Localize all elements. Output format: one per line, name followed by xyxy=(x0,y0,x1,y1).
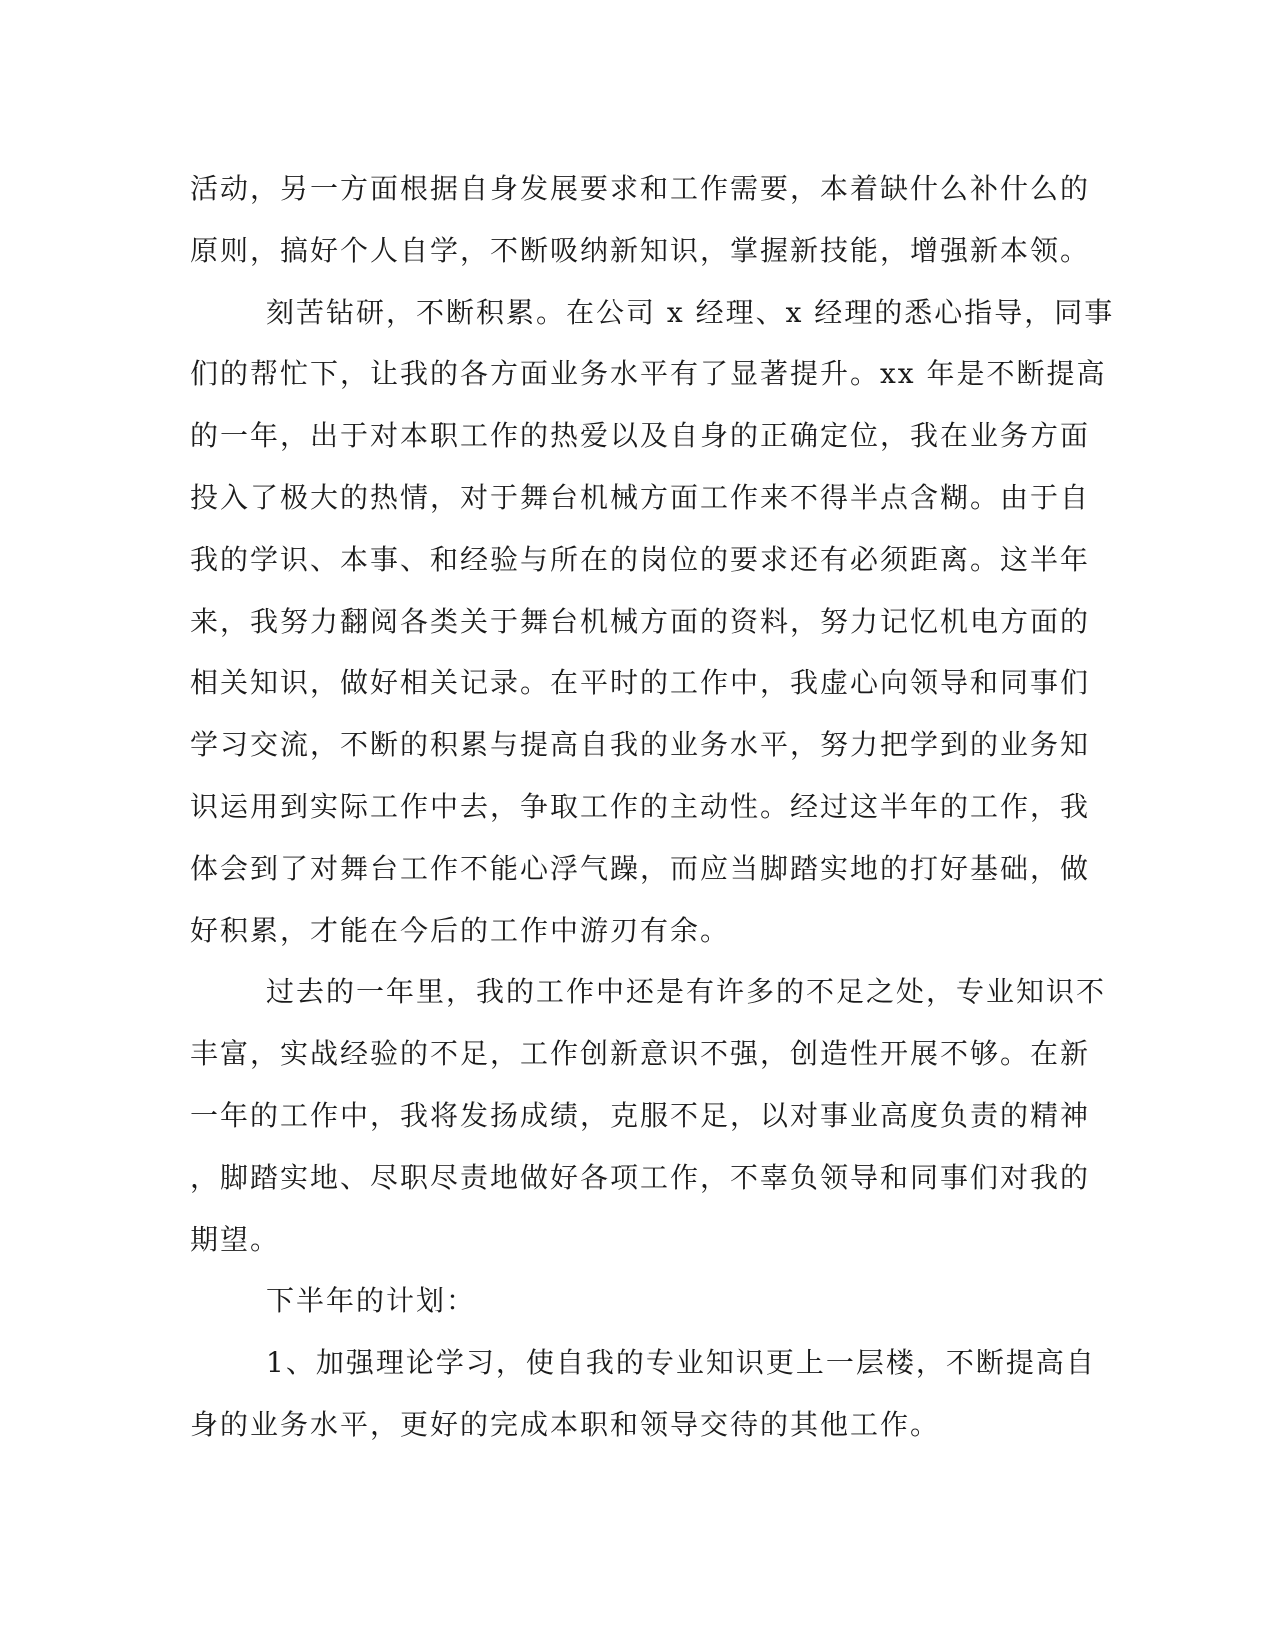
text-line: 投入了极大的热情，对于舞台机械方面工作来不得半点含糊。由于自 xyxy=(190,480,1091,514)
text-line: 好积累，才能在今后的工作中游刃有余。 xyxy=(190,913,731,947)
text-line: 过去的一年里，我的工作中还是有许多的不足之处，专业知识不 xyxy=(266,975,1107,1009)
text-line: 一年的工作中，我将发扬成绩，克服不足，以对事业高度负责的精神 xyxy=(190,1098,1091,1132)
text-line: 下半年的计划： xyxy=(266,1284,477,1318)
text-line: 我的学识、本事、和经验与所在的岗位的要求还有必须距离。这半年 xyxy=(190,542,1091,576)
text-line: 学习交流，不断的积累与提高自我的业务水平，努力把学到的业务知 xyxy=(190,728,1091,762)
text-line: 来，我努力翻阅各类关于舞台机械方面的资料，努力记忆机电方面的 xyxy=(190,604,1091,638)
text-line: 刻苦钻研，不断积累。在公司 x 经理、x 经理的悉心指导，同事 xyxy=(266,295,1115,329)
text-line: 1、加强理论学习，使自我的专业知识更上一层楼，不断提高自 xyxy=(266,1346,1096,1380)
text-line: 期望。 xyxy=(190,1222,281,1256)
text-line: 原则，搞好个人自学，不断吸纳新知识，掌握新技能，增强新本领。 xyxy=(190,233,1091,267)
text-line: 们的帮忙下，让我的各方面业务水平有了显著提升。xx 年是不断提高 xyxy=(190,357,1107,391)
text-line: 相关知识，做好相关记录。在平时的工作中，我虚心向领导和同事们 xyxy=(190,666,1091,700)
text-line: ，脚踏实地、尽职尽责地做好各项工作，不辜负领导和同事们对我的 xyxy=(190,1160,1091,1194)
text-line: 体会到了对舞台工作不能心浮气躁，而应当脚踏实地的打好基础，做 xyxy=(190,851,1091,885)
text-line: 丰富，实战经验的不足，工作创新意识不强，创造性开展不够。在新 xyxy=(190,1037,1091,1071)
text-line: 身的业务水平，更好的完成本职和领导交待的其他工作。 xyxy=(190,1407,941,1441)
text-line: 识运用到实际工作中去，争取工作的主动性。经过这半年的工作，我 xyxy=(190,789,1091,823)
document-body xyxy=(190,158,1115,1456)
text-line: 活动，另一方面根据自身发展要求和工作需要，本着缺什么补什么的 xyxy=(190,172,1091,205)
text-line: 的一年，出于对本职工作的热爱以及自身的正确定位，我在业务方面 xyxy=(190,419,1091,453)
